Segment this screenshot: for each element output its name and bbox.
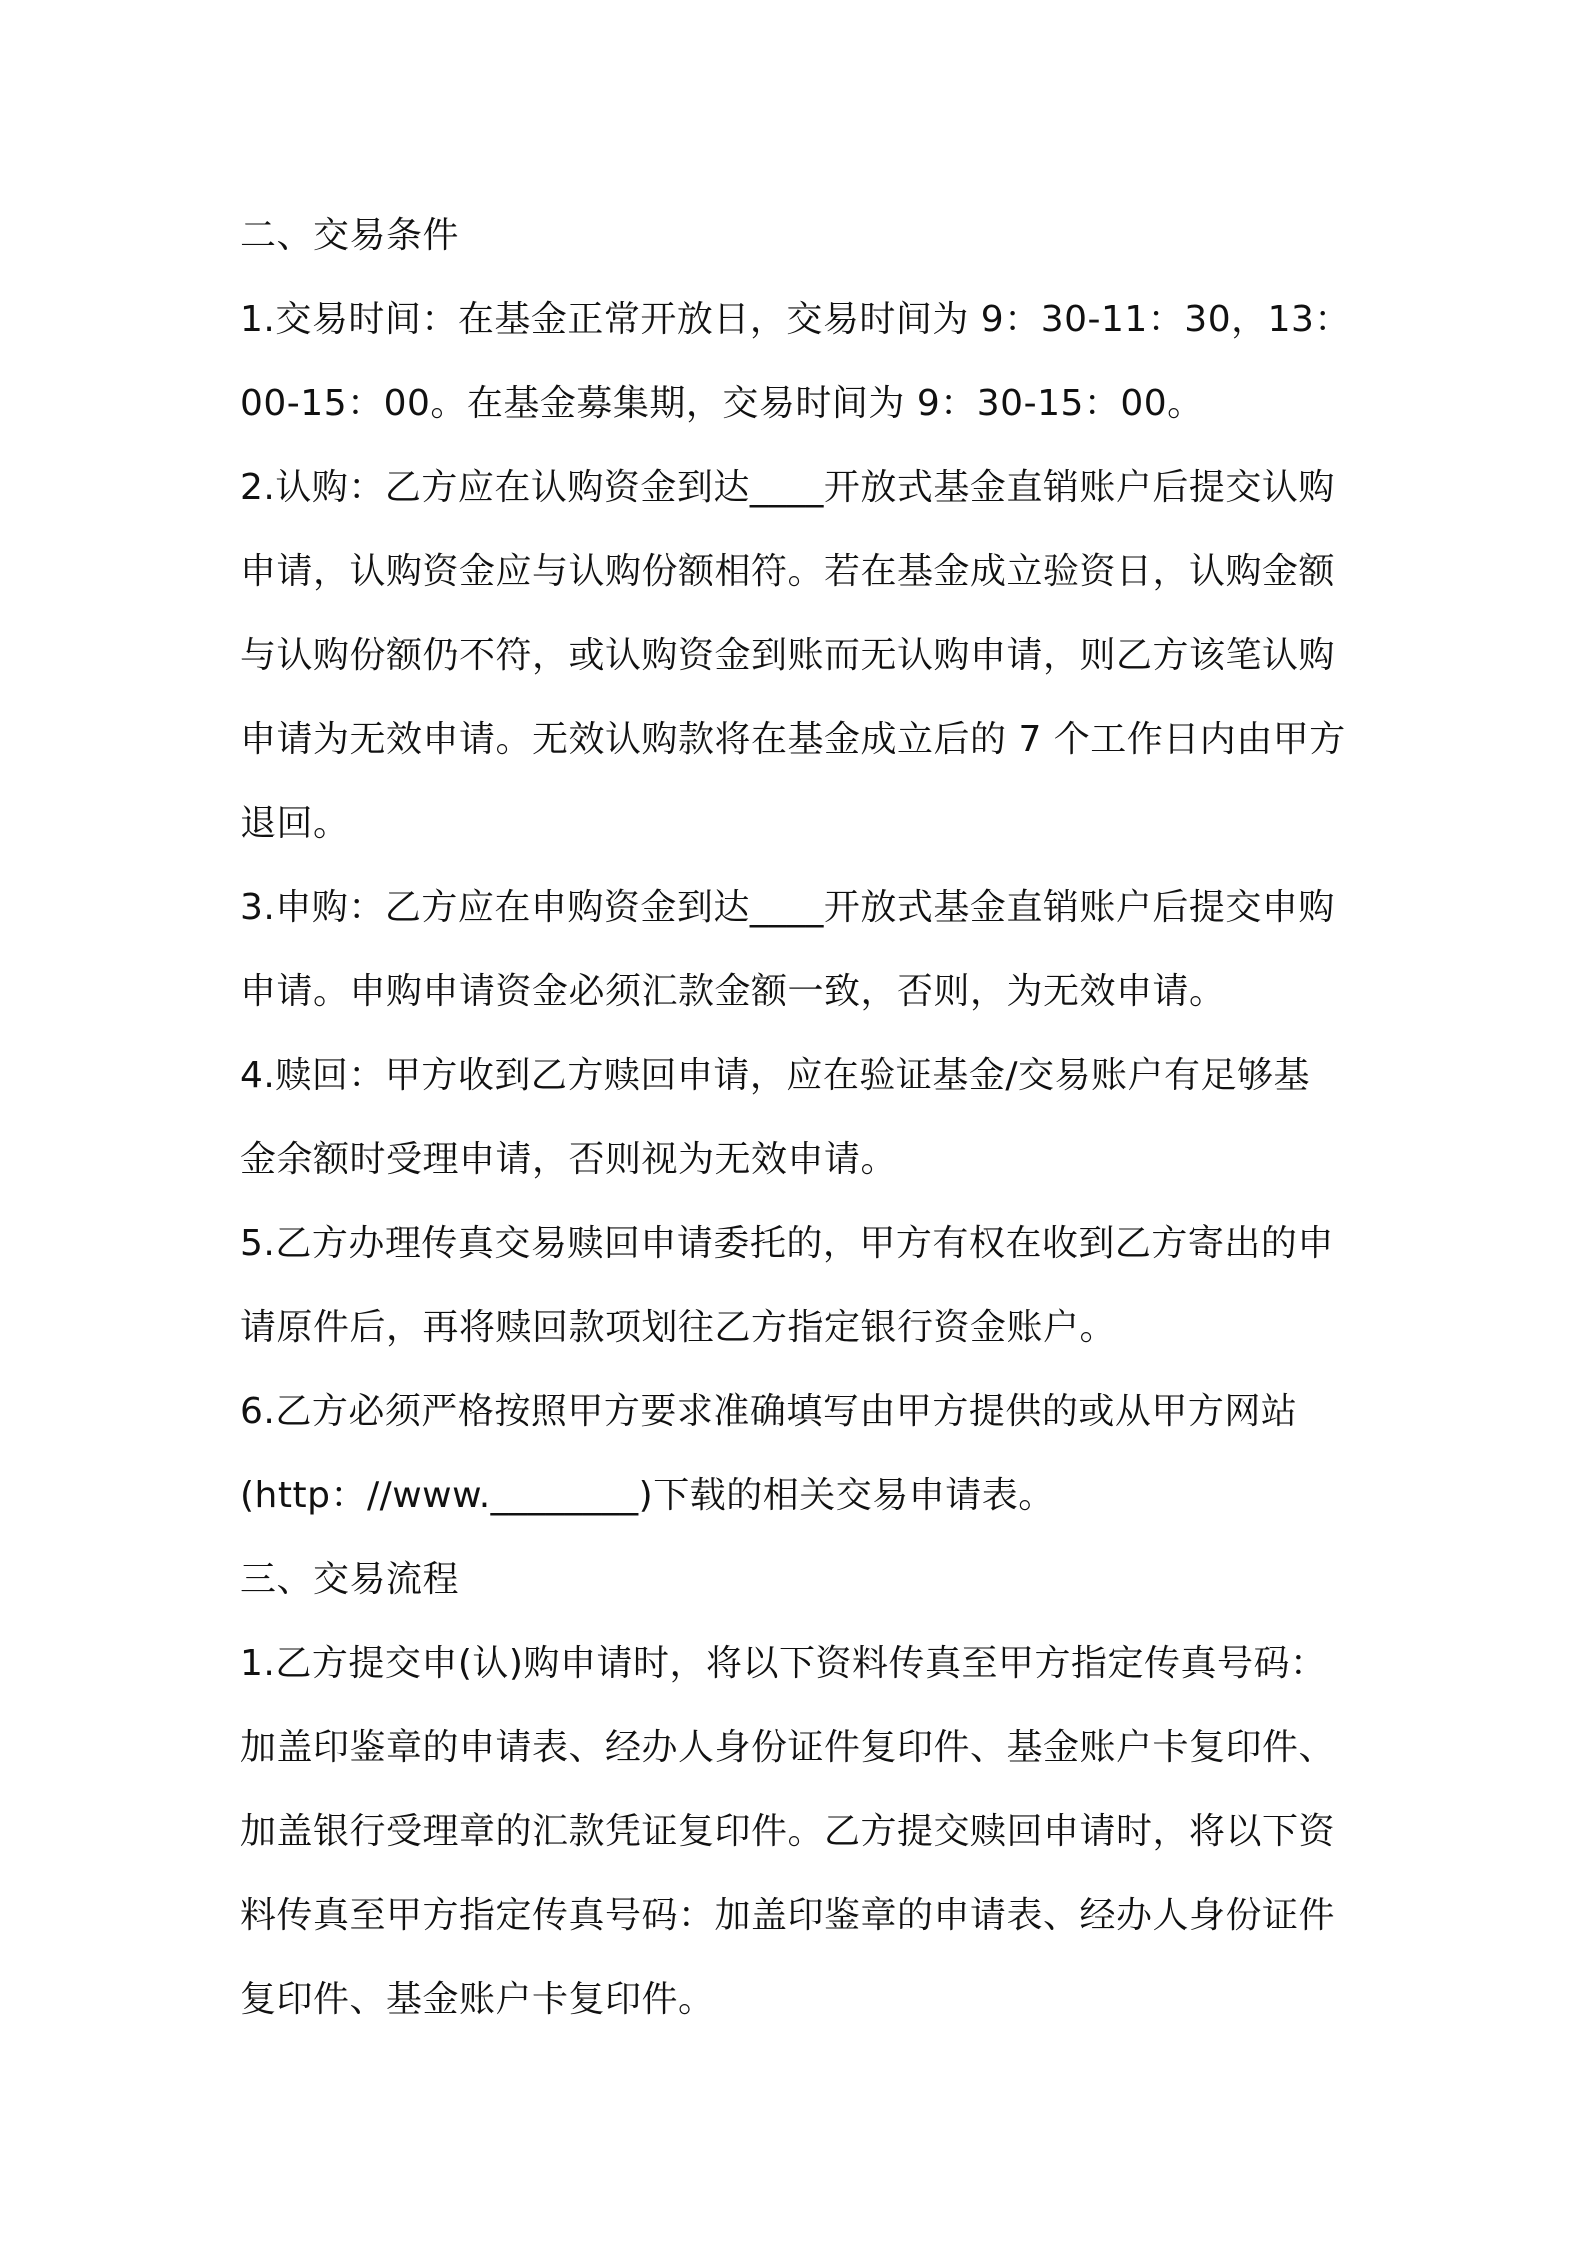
paragraph-line: 2.认购：乙方应在认购资金到达____开放式基金直销账户后提交认购 <box>240 467 1335 508</box>
paragraph-line: 加盖印鉴章的申请表、经办人身份证件复印件、基金账户卡复印件、 <box>240 1727 1336 1768</box>
paragraph-line: 6.乙方必须严格按照甲方要求准确填写由甲方提供的或从甲方网站 <box>240 1391 1298 1432</box>
paragraph-line: 申请。申购申请资金必须汇款金额一致，否则，为无效申请。 <box>240 971 1226 1012</box>
paragraph-line: 请原件后，再将赎回款项划往乙方指定银行资金账户。 <box>240 1307 1117 1348</box>
paragraph-line: 5.乙方办理传真交易赎回申请委托的，甲方有权在收到乙方寄出的申 <box>240 1223 1334 1264</box>
paragraph-line: 退回。 <box>240 803 350 844</box>
paragraph-line: (http：//www.________)下载的相关交易申请表。 <box>240 1475 1055 1516</box>
paragraph-line: 1.交易时间：在基金正常开放日，交易时间为 9：30-11：30，13： <box>240 299 1351 340</box>
paragraph-line: 4.赎回：甲方收到乙方赎回申请，应在验证基金/交易账户有足够基 <box>240 1055 1310 1096</box>
paragraph-line: 与认购份额仍不符，或认购资金到账而无认购申请，则乙方该笔认购 <box>240 635 1336 676</box>
paragraph-line: 00-15：00。在基金募集期，交易时间为 9：30-15：00。 <box>240 383 1204 424</box>
paragraph-line: 3.申购：乙方应在申购资金到达____开放式基金直销账户后提交申购 <box>240 887 1335 928</box>
paragraph-line: 申请为无效申请。无效认购款将在基金成立后的 7 个工作日内由甲方 <box>240 719 1346 760</box>
paragraph-line: 金余额时受理申请，否则视为无效申请。 <box>240 1139 898 1180</box>
section-heading-trading-conditions: 二、交易条件 <box>240 215 460 256</box>
paragraph-line: 申请，认购资金应与认购份额相符。若在基金成立验资日，认购金额 <box>240 551 1336 592</box>
paragraph-line: 加盖银行受理章的汇款凭证复印件。乙方提交赎回申请时，将以下资 <box>240 1811 1336 1852</box>
paragraph-line: 复印件、基金账户卡复印件。 <box>240 1979 715 2020</box>
section-heading-trading-process: 三、交易流程 <box>240 1559 460 1600</box>
paragraph-line: 1.乙方提交申(认)购申请时，将以下资料传真至甲方指定传真号码： <box>240 1643 1327 1684</box>
paragraph-line: 料传真至甲方指定传真号码：加盖印鉴章的申请表、经办人身份证件 <box>240 1895 1336 1936</box>
document-body <box>240 194 1356 2042</box>
